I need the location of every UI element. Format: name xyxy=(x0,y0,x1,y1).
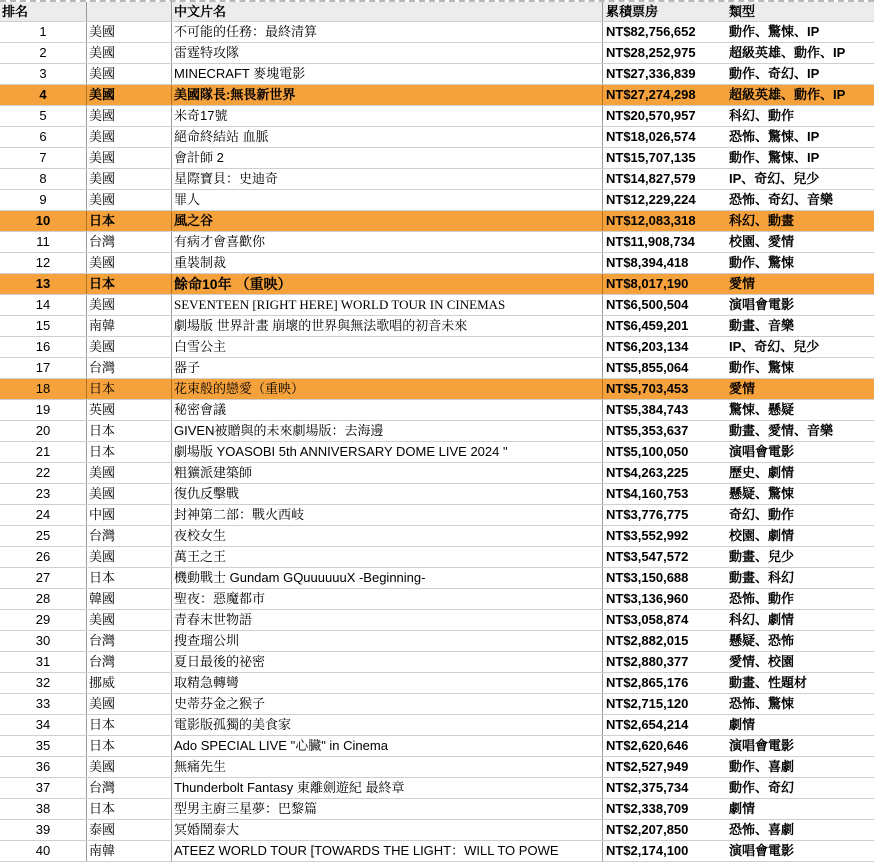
rank-cell[interactable]: 31 xyxy=(35,654,51,669)
title-cell[interactable]: 不可能的任務：最終清算 xyxy=(171,22,603,42)
gross-cell[interactable]: NT$2,715,120 xyxy=(606,696,689,711)
gross-cell[interactable]: NT$2,882,015 xyxy=(606,633,689,648)
genre-cell[interactable]: 動畫、科幻 xyxy=(729,570,795,585)
gross-cell[interactable]: NT$4,160,753 xyxy=(606,486,689,501)
rank-cell[interactable]: 34 xyxy=(35,717,51,732)
header-country[interactable] xyxy=(86,2,171,21)
table-row[interactable] xyxy=(0,64,874,85)
table-row[interactable] xyxy=(0,631,874,652)
title-cell[interactable]: MINECRAFT 麥塊電影 xyxy=(171,64,603,84)
title-cell[interactable]: 餘命10年 （重映） xyxy=(171,274,603,294)
country-cell[interactable]: 美國 xyxy=(86,106,171,126)
genre-cell[interactable]: 動作、驚悚 xyxy=(729,360,795,375)
title-cell[interactable]: 絕命終結站 血脈 xyxy=(171,127,603,147)
gross-cell[interactable]: NT$3,058,874 xyxy=(606,612,689,627)
country-cell[interactable]: 日本 xyxy=(86,379,171,399)
country-cell[interactable]: 美國 xyxy=(86,757,171,777)
country-cell[interactable]: 美國 xyxy=(86,694,171,714)
rank-cell[interactable]: 37 xyxy=(35,780,51,795)
gross-cell[interactable]: NT$2,207,850 xyxy=(606,822,689,837)
gross-cell[interactable]: NT$2,174,100 xyxy=(606,843,689,858)
rank-cell[interactable]: 9 xyxy=(39,192,47,207)
gross-cell[interactable]: NT$27,336,839 xyxy=(606,66,696,81)
rank-cell[interactable]: 24 xyxy=(35,507,51,522)
country-cell[interactable]: 美國 xyxy=(86,148,171,168)
title-cell[interactable]: SEVENTEEN [RIGHT HERE] WORLD TOUR IN CINEMAS xyxy=(171,295,603,315)
country-cell[interactable]: 韓國 xyxy=(86,589,171,609)
rank-cell[interactable]: 40 xyxy=(35,843,51,858)
genre-cell[interactable]: 愛情、校園 xyxy=(729,654,795,669)
gross-cell[interactable]: NT$3,150,688 xyxy=(606,570,689,585)
table-row[interactable] xyxy=(0,757,874,778)
genre-cell[interactable]: 校園、劇情 xyxy=(729,528,795,543)
gross-cell[interactable]: NT$12,229,224 xyxy=(606,192,696,207)
gross-cell[interactable]: NT$2,527,949 xyxy=(606,759,689,774)
gross-cell[interactable]: NT$5,100,050 xyxy=(606,444,689,459)
table-row[interactable] xyxy=(0,715,874,736)
gross-cell[interactable]: NT$6,459,201 xyxy=(606,318,689,333)
country-cell[interactable]: 美國 xyxy=(86,22,171,42)
title-cell[interactable]: 萬王之王 xyxy=(171,547,603,567)
genre-cell[interactable]: 動作、奇幻、IP xyxy=(729,66,820,81)
header-genre[interactable]: 類型 xyxy=(729,4,756,19)
table-row[interactable] xyxy=(0,127,874,148)
genre-cell[interactable]: 動作、喜劇 xyxy=(729,759,795,774)
title-cell[interactable]: 星際寶貝：史迪奇 xyxy=(171,169,603,189)
gross-cell[interactable]: NT$12,083,318 xyxy=(606,213,696,228)
title-cell[interactable]: GIVEN被贈與的未來劇場版：去海邊 xyxy=(171,421,603,441)
title-cell[interactable]: ATEEZ WORLD TOUR [TOWARDS THE LIGHT：WILL TO POWE xyxy=(171,841,603,861)
country-cell[interactable]: 日本 xyxy=(86,274,171,294)
country-cell[interactable]: 日本 xyxy=(86,715,171,735)
table-row[interactable] xyxy=(0,526,874,547)
gross-cell[interactable]: NT$5,703,453 xyxy=(606,381,689,396)
box-office-sheet xyxy=(0,2,874,862)
title-cell[interactable]: 秘密會議 xyxy=(171,400,603,420)
gross-cell[interactable]: NT$2,338,709 xyxy=(606,801,689,816)
gross-cell[interactable]: NT$5,353,637 xyxy=(606,423,689,438)
genre-cell[interactable]: 恐怖、動作 xyxy=(729,591,795,606)
title-cell[interactable]: Thunderbolt Fantasy 東離劍遊紀 最終章 xyxy=(171,778,603,798)
table-row[interactable] xyxy=(0,568,874,589)
country-cell[interactable]: 美國 xyxy=(86,85,171,105)
rank-cell[interactable]: 16 xyxy=(35,339,51,354)
header-gross[interactable]: 累積票房 xyxy=(606,4,659,19)
gross-cell[interactable]: NT$2,620,646 xyxy=(606,738,689,753)
gross-cell[interactable]: NT$3,136,960 xyxy=(606,591,689,606)
rank-cell[interactable]: 14 xyxy=(35,297,51,312)
rank-cell[interactable]: 28 xyxy=(35,591,51,606)
gross-cell[interactable]: NT$82,756,652 xyxy=(606,24,696,39)
title-cell[interactable]: 粗獷派建築師 xyxy=(171,463,603,483)
title-cell[interactable]: 型男主廚三星夢：巴黎篇 xyxy=(171,799,603,819)
gross-cell[interactable]: NT$14,827,579 xyxy=(606,171,696,186)
table-row[interactable] xyxy=(0,316,874,337)
country-cell[interactable]: 台灣 xyxy=(86,232,171,252)
country-cell[interactable]: 台灣 xyxy=(86,631,171,651)
genre-cell[interactable]: 愛情 xyxy=(729,381,756,396)
table-row[interactable] xyxy=(0,85,874,106)
genre-cell[interactable]: 懸疑、恐怖 xyxy=(729,633,795,648)
genre-cell[interactable]: 校園、愛情 xyxy=(729,234,795,249)
rank-cell[interactable]: 25 xyxy=(35,528,51,543)
genre-cell[interactable]: 演唱會電影 xyxy=(729,444,795,459)
table-row[interactable] xyxy=(0,799,874,820)
genre-cell[interactable]: 超級英雄、動作、IP xyxy=(729,45,846,60)
table-row[interactable] xyxy=(0,253,874,274)
gross-cell[interactable]: NT$5,855,064 xyxy=(606,360,689,375)
table-row[interactable] xyxy=(0,610,874,631)
title-cell[interactable]: 復仇反擊戰 xyxy=(171,484,603,504)
header-title[interactable]: 中文片名 xyxy=(171,2,603,21)
genre-cell[interactable]: 動畫、音樂 xyxy=(729,318,795,333)
genre-cell[interactable]: 驚悚、懸疑 xyxy=(729,402,795,417)
title-cell[interactable]: 封神第二部：戰火西岐 xyxy=(171,505,603,525)
title-cell[interactable]: 美國隊長:無畏新世界 xyxy=(171,85,603,105)
rank-cell[interactable]: 35 xyxy=(35,738,51,753)
table-body xyxy=(0,22,874,862)
country-cell[interactable]: 美國 xyxy=(86,484,171,504)
table-row[interactable] xyxy=(0,190,874,211)
genre-cell[interactable]: 動畫、兒少 xyxy=(729,549,795,564)
gross-cell[interactable]: NT$8,017,190 xyxy=(606,276,689,291)
rank-cell[interactable]: 11 xyxy=(36,234,50,249)
title-cell[interactable]: 取精急轉彎 xyxy=(171,673,603,693)
rank-cell[interactable]: 23 xyxy=(35,486,51,501)
country-cell[interactable]: 英國 xyxy=(86,400,171,420)
country-cell[interactable]: 美國 xyxy=(86,253,171,273)
table-row[interactable] xyxy=(0,778,874,799)
country-cell[interactable]: 日本 xyxy=(86,211,171,231)
gross-cell[interactable]: NT$2,865,176 xyxy=(606,675,689,690)
rank-cell[interactable]: 2 xyxy=(39,45,47,60)
table-row[interactable] xyxy=(0,43,874,64)
rank-cell[interactable]: 20 xyxy=(35,423,51,438)
rank-cell[interactable]: 26 xyxy=(35,549,51,564)
country-cell[interactable]: 台灣 xyxy=(86,526,171,546)
genre-cell[interactable]: 演唱會電影 xyxy=(729,738,795,753)
rank-cell[interactable]: 22 xyxy=(35,465,51,480)
rank-cell[interactable]: 36 xyxy=(35,759,51,774)
gross-cell[interactable]: NT$2,880,377 xyxy=(606,654,689,669)
rank-cell[interactable]: 4 xyxy=(39,87,47,102)
genre-cell[interactable]: 演唱會電影 xyxy=(729,843,795,858)
country-cell[interactable]: 挪威 xyxy=(86,673,171,693)
title-cell[interactable]: 夏日最後的祕密 xyxy=(171,652,603,672)
title-cell[interactable]: 機動戰士 Gundam GQuuuuuuX -Beginning- xyxy=(171,568,603,588)
gross-cell[interactable]: NT$5,384,743 xyxy=(606,402,689,417)
rank-cell[interactable]: 13 xyxy=(35,276,51,291)
title-cell[interactable]: 雷霆特攻隊 xyxy=(171,43,603,63)
title-cell[interactable]: 米奇17號 xyxy=(171,106,603,126)
genre-cell[interactable]: 科幻、劇情 xyxy=(729,612,795,627)
genre-cell[interactable]: 動作、驚悚、IP xyxy=(729,24,820,39)
table-row[interactable] xyxy=(0,358,874,379)
country-cell[interactable]: 日本 xyxy=(86,442,171,462)
title-cell[interactable]: 劇場版 YOASOBI 5th ANNIVERSARY DOME LIVE 2024 " xyxy=(171,442,603,462)
rank-cell[interactable]: 27 xyxy=(35,570,51,585)
gross-cell[interactable]: NT$27,274,298 xyxy=(606,87,696,102)
rank-cell[interactable]: 30 xyxy=(35,633,51,648)
rank-cell[interactable]: 33 xyxy=(35,696,51,711)
country-cell[interactable]: 美國 xyxy=(86,43,171,63)
gross-cell[interactable]: NT$3,547,572 xyxy=(606,549,689,564)
table-row[interactable] xyxy=(0,22,874,43)
country-cell[interactable]: 美國 xyxy=(86,547,171,567)
table-row[interactable] xyxy=(0,379,874,400)
rank-cell[interactable]: 3 xyxy=(39,66,47,81)
table-row[interactable] xyxy=(0,820,874,841)
country-cell[interactable]: 台灣 xyxy=(86,358,171,378)
country-cell[interactable]: 台灣 xyxy=(86,652,171,672)
table-row[interactable] xyxy=(0,211,874,232)
title-cell[interactable]: 夜校女生 xyxy=(171,526,603,546)
genre-cell[interactable]: IP、奇幻、兒少 xyxy=(729,339,820,354)
genre-cell[interactable]: 動作、驚悚 xyxy=(729,255,795,270)
rank-cell[interactable]: 1 xyxy=(39,24,47,39)
genre-cell[interactable]: 愛情 xyxy=(729,276,756,291)
table-row[interactable] xyxy=(0,736,874,757)
country-cell[interactable]: 美國 xyxy=(86,127,171,147)
country-cell[interactable]: 美國 xyxy=(86,295,171,315)
country-cell[interactable]: 泰國 xyxy=(86,820,171,840)
gross-cell[interactable]: NT$4,263,225 xyxy=(606,465,689,480)
title-cell[interactable]: 搜查瑠公圳 xyxy=(171,631,603,651)
genre-cell[interactable]: 恐怖、奇幻、音樂 xyxy=(729,192,834,207)
title-cell[interactable]: 冥婚鬧泰大 xyxy=(171,820,603,840)
table-row[interactable] xyxy=(0,652,874,673)
table-row[interactable] xyxy=(0,484,874,505)
rank-cell[interactable]: 18 xyxy=(35,381,51,396)
table-row[interactable] xyxy=(0,505,874,526)
title-cell[interactable]: 器子 xyxy=(171,358,603,378)
genre-cell[interactable]: 懸疑、驚悚 xyxy=(729,486,795,501)
country-cell[interactable]: 台灣 xyxy=(86,778,171,798)
genre-cell[interactable]: 奇幻、動作 xyxy=(729,507,795,522)
table-row[interactable] xyxy=(0,841,874,862)
table-row[interactable] xyxy=(0,589,874,610)
header-rank[interactable]: 排名 xyxy=(2,4,29,19)
table-row[interactable] xyxy=(0,295,874,316)
genre-cell[interactable]: 動作、驚悚、IP xyxy=(729,150,820,165)
genre-cell[interactable]: 動作、奇幻 xyxy=(729,780,795,795)
gross-cell[interactable]: NT$18,026,574 xyxy=(606,129,696,144)
rank-cell[interactable]: 5 xyxy=(39,108,47,123)
gross-cell[interactable]: NT$6,500,504 xyxy=(606,297,689,312)
rank-cell[interactable]: 38 xyxy=(35,801,51,816)
genre-cell[interactable]: 恐怖、喜劇 xyxy=(729,822,795,837)
gross-cell[interactable]: NT$2,654,214 xyxy=(606,717,689,732)
title-cell[interactable]: 聖夜：惡魔都市 xyxy=(171,589,603,609)
country-cell[interactable]: 日本 xyxy=(86,736,171,756)
table-row[interactable] xyxy=(0,106,874,127)
genre-cell[interactable]: 劇情 xyxy=(729,717,756,732)
genre-cell[interactable]: 科幻、動作 xyxy=(729,108,795,123)
country-cell[interactable]: 美國 xyxy=(86,337,171,357)
rank-cell[interactable]: 10 xyxy=(35,213,51,228)
title-cell[interactable]: 青春末世物語 xyxy=(171,610,603,630)
genre-cell[interactable]: 動畫、性題材 xyxy=(729,675,808,690)
title-cell[interactable]: 劇場版 世界計畫 崩壞的世界與無法歌唱的初音未來 xyxy=(171,316,603,336)
rank-cell[interactable]: 21 xyxy=(35,444,51,459)
title-cell[interactable]: 白雪公主 xyxy=(171,337,603,357)
genre-cell[interactable]: 恐怖、驚悚 xyxy=(729,696,795,711)
gross-cell[interactable]: NT$6,203,134 xyxy=(606,339,689,354)
rank-cell[interactable]: 39 xyxy=(35,822,51,837)
country-cell[interactable]: 日本 xyxy=(86,799,171,819)
table-row[interactable] xyxy=(0,463,874,484)
table-row[interactable] xyxy=(0,274,874,295)
rank-cell[interactable]: 29 xyxy=(35,612,51,627)
rank-cell[interactable]: 17 xyxy=(35,360,51,375)
title-cell[interactable]: 史蒂芬金之猴子 xyxy=(171,694,603,714)
country-cell[interactable]: 美國 xyxy=(86,64,171,84)
genre-cell[interactable]: 歷史、劇情 xyxy=(729,465,795,480)
table-row[interactable] xyxy=(0,694,874,715)
header-row xyxy=(0,2,874,22)
title-cell[interactable]: 有病才會喜歡你 xyxy=(171,232,603,252)
gross-cell[interactable]: NT$8,394,418 xyxy=(606,255,689,270)
gross-cell[interactable]: NT$11,908,734 xyxy=(606,234,695,249)
table-row[interactable] xyxy=(0,169,874,190)
genre-cell[interactable]: IP、奇幻、兒少 xyxy=(729,171,820,186)
rank-cell[interactable]: 19 xyxy=(35,402,51,417)
rank-cell[interactable]: 15 xyxy=(35,318,51,333)
table-row[interactable] xyxy=(0,421,874,442)
table-row[interactable] xyxy=(0,442,874,463)
title-cell[interactable]: 罪人 xyxy=(171,190,603,210)
gross-cell[interactable]: NT$2,375,734 xyxy=(606,780,689,795)
genre-cell[interactable]: 超級英雄、動作、IP xyxy=(729,87,846,102)
rank-cell[interactable]: 7 xyxy=(39,150,47,165)
genre-cell[interactable]: 演唱會電影 xyxy=(729,297,795,312)
table-row[interactable] xyxy=(0,547,874,568)
country-cell[interactable]: 美國 xyxy=(86,169,171,189)
table-row[interactable] xyxy=(0,232,874,253)
gross-cell[interactable]: NT$28,252,975 xyxy=(606,45,696,60)
title-cell[interactable]: 風之谷 xyxy=(171,211,603,231)
country-cell[interactable]: 美國 xyxy=(86,610,171,630)
country-cell[interactable]: 日本 xyxy=(86,421,171,441)
table-row[interactable] xyxy=(0,673,874,694)
rank-cell[interactable]: 12 xyxy=(35,255,51,270)
title-cell[interactable]: 電影版孤獨的美食家 xyxy=(171,715,603,735)
country-cell[interactable]: 南韓 xyxy=(86,841,171,861)
genre-cell[interactable]: 恐怖、驚悚、IP xyxy=(729,129,820,144)
rank-cell[interactable]: 8 xyxy=(39,171,47,186)
genre-cell[interactable]: 動畫、愛情、音樂 xyxy=(729,423,834,438)
table-row[interactable] xyxy=(0,400,874,421)
country-cell[interactable]: 南韓 xyxy=(86,316,171,336)
title-cell[interactable]: Ado SPECIAL LIVE "心臟" in Cinema xyxy=(171,736,603,756)
table-row[interactable] xyxy=(0,337,874,358)
rank-cell[interactable]: 6 xyxy=(39,129,47,144)
title-cell[interactable]: 無痛先生 xyxy=(171,757,603,777)
country-cell[interactable]: 美國 xyxy=(86,463,171,483)
genre-cell[interactable]: 劇情 xyxy=(729,801,756,816)
country-cell[interactable]: 日本 xyxy=(86,568,171,588)
table-row[interactable] xyxy=(0,148,874,169)
genre-cell[interactable]: 科幻、動畫 xyxy=(729,213,795,228)
title-cell[interactable]: 重裝制裁 xyxy=(171,253,603,273)
country-cell[interactable]: 中國 xyxy=(86,505,171,525)
gross-cell[interactable]: NT$20,570,957 xyxy=(606,108,696,123)
country-cell[interactable]: 美國 xyxy=(86,190,171,210)
gross-cell[interactable]: NT$3,776,775 xyxy=(606,507,689,522)
title-cell[interactable]: 花束般的戀愛（重映） xyxy=(171,379,603,399)
gross-cell[interactable]: NT$3,552,992 xyxy=(606,528,689,543)
title-cell[interactable]: 會計師 2 xyxy=(171,148,603,168)
gross-cell[interactable]: NT$15,707,135 xyxy=(606,150,696,165)
rank-cell[interactable]: 32 xyxy=(35,675,51,690)
